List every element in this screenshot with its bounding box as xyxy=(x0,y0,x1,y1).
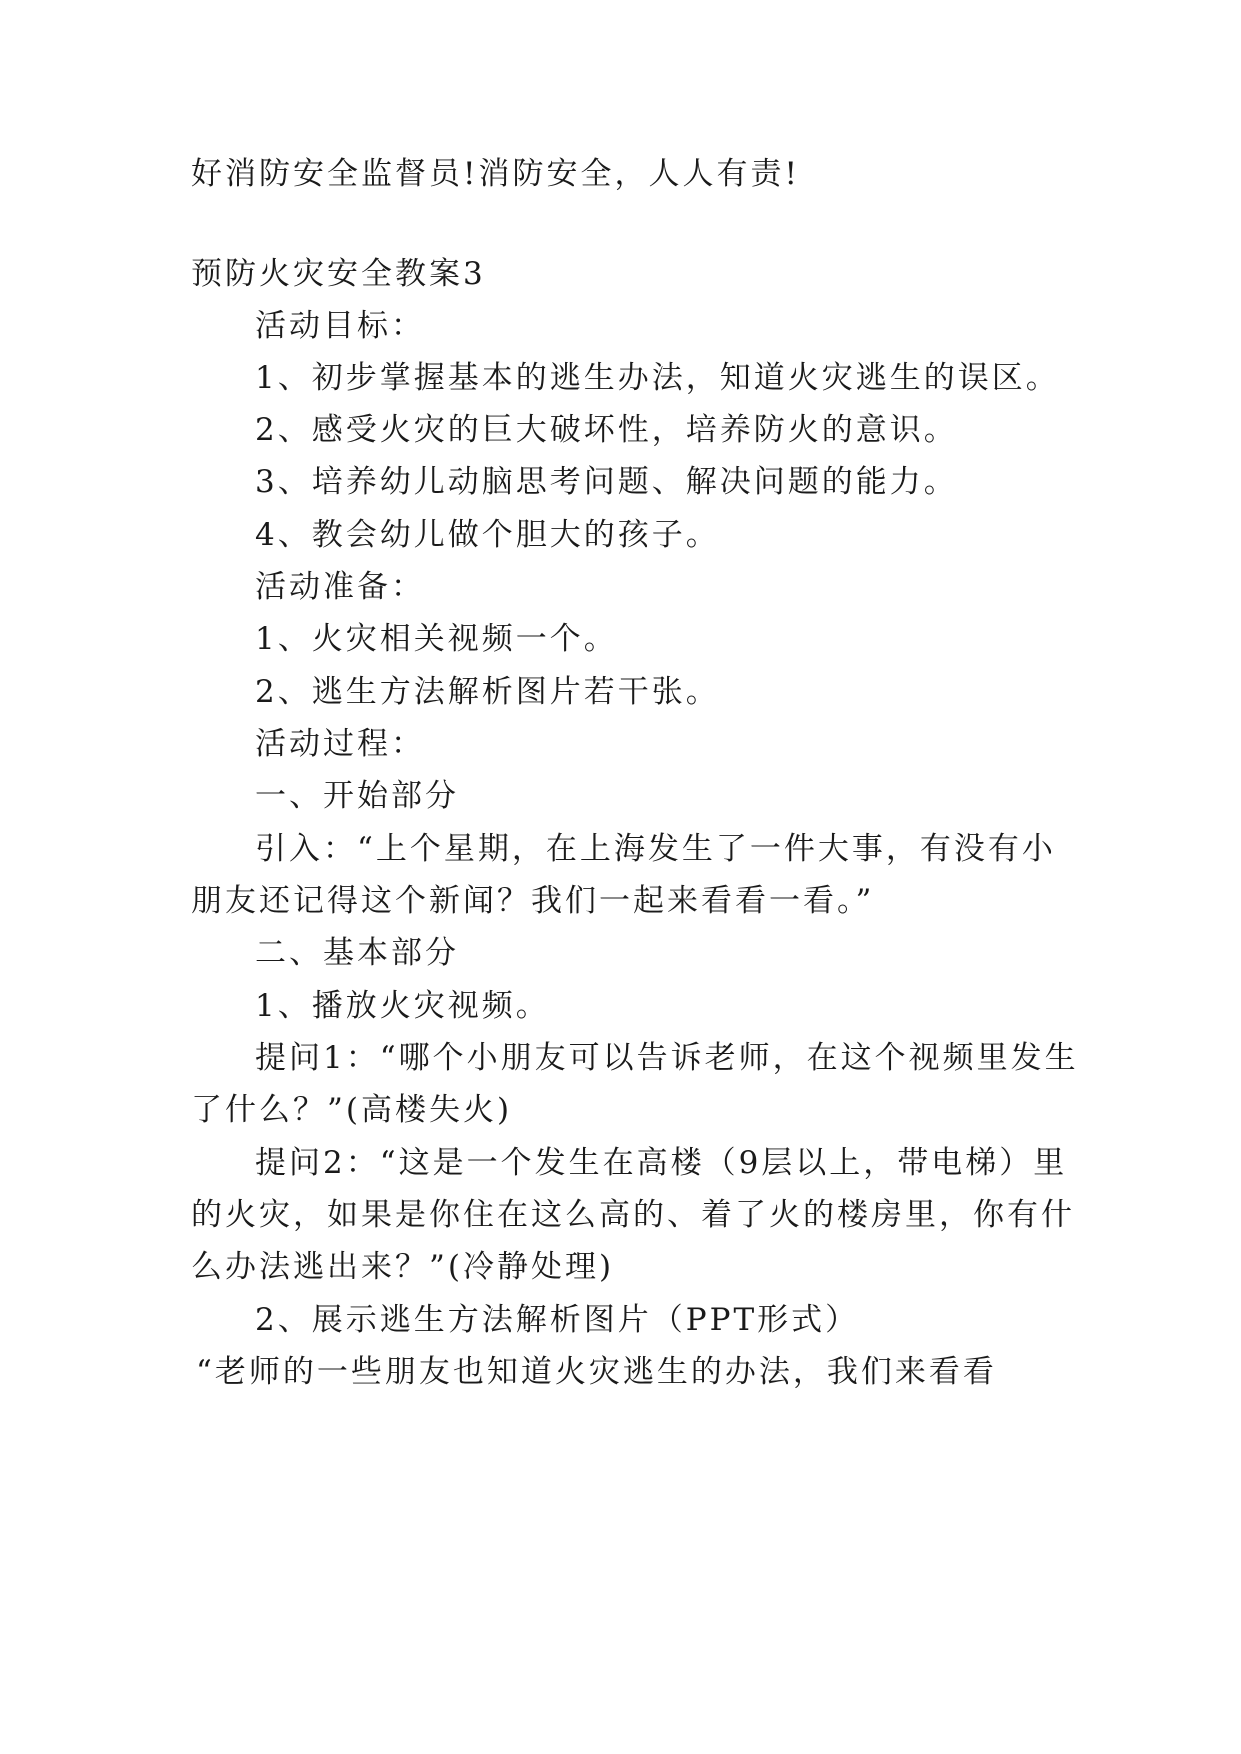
text-line: 活动过程： xyxy=(255,726,425,762)
text-line: 2、感受火灾的巨大破坏性，培养防火的意识。 xyxy=(255,412,958,448)
text-line: 4、教会幼儿做个胆大的孩子。 xyxy=(255,517,720,553)
text-line: 提问2：“这是一个发生在高楼（9层以上，带电梯）里 xyxy=(255,1145,1068,1181)
text-line: 引入：“上个星期，在上海发生了一件大事，有没有小 xyxy=(255,831,1056,867)
text-line: 了什么？”(高楼失火) xyxy=(191,1092,513,1128)
text-line: 1、火灾相关视频一个。 xyxy=(255,621,618,657)
text-line: 么办法逃出来？”(冷静处理) xyxy=(191,1249,615,1285)
text-line: 2、逃生方法解析图片若干张。 xyxy=(255,674,720,710)
text-line: 一、开始部分 xyxy=(255,778,459,814)
text-line: 活动目标： xyxy=(255,308,425,344)
text-line: 活动准备： xyxy=(255,569,425,605)
section-heading: 预防火灾安全教案3 xyxy=(191,256,486,292)
text-line: 的火灾，如果是你住在这么高的、着了火的楼房里，你有什 xyxy=(191,1197,1075,1233)
text-line: 朋友还记得这个新闻？我们一起来看看一看。” xyxy=(191,883,875,919)
text-line: 1、播放火灾视频。 xyxy=(255,988,550,1024)
text-line: 1、初步掌握基本的逃生办法，知道火灾逃生的误区。 xyxy=(255,360,1060,396)
text-line: 3、培养幼儿动脑思考问题、解决问题的能力。 xyxy=(255,464,958,500)
text-line: “老师的一些朋友也知道火灾逃生的办法，我们来看看 xyxy=(196,1354,997,1390)
text-line: 二、基本部分 xyxy=(255,935,459,971)
text-line: 提问1：“哪个小朋友可以告诉老师，在这个视频里发生 xyxy=(255,1040,1079,1076)
text-line: 好消防安全监督员!消防安全，人人有责! xyxy=(191,156,800,192)
text-line: 2、展示逃生方法解析图片（PPT形式） xyxy=(255,1302,860,1338)
